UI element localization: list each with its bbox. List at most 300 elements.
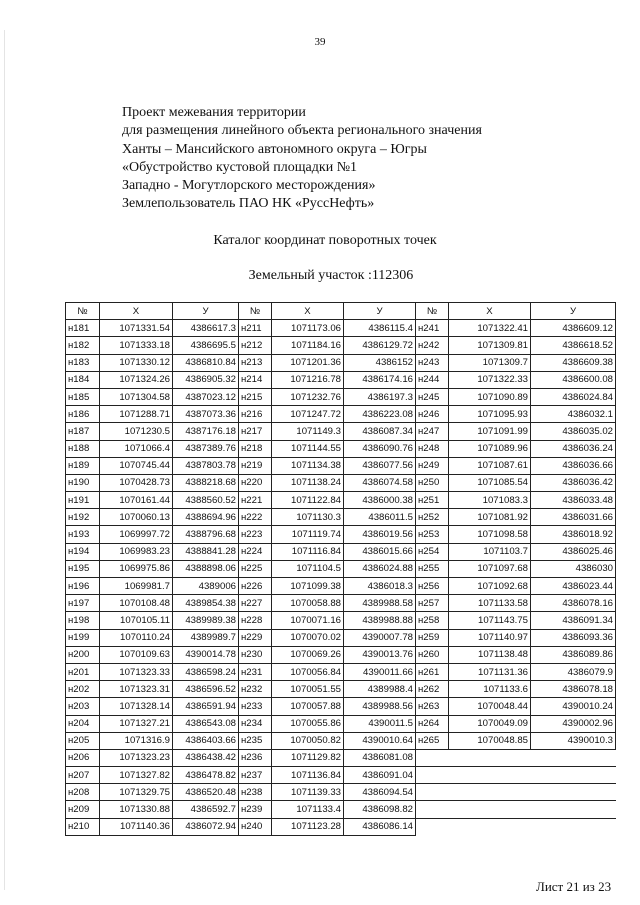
x-coordinate-cell: 1070048.44 (449, 698, 531, 715)
header-line: для размещения линейного объекта регионального значения (122, 123, 482, 139)
y-coordinate-cell: 4386079.9 (531, 663, 616, 680)
empty-cell (531, 818, 616, 835)
point-id-cell: н209 (66, 801, 100, 818)
point-id-cell: н241 (416, 320, 449, 337)
x-coordinate-cell: 1071091.99 (449, 423, 531, 440)
header-line: Проект межевания территории (122, 105, 306, 120)
x-coordinate-cell: 1070108.48 (100, 595, 173, 612)
point-id-cell: н181 (66, 320, 100, 337)
y-coordinate-cell: 4386438.42 (173, 749, 239, 766)
point-id-cell: н242 (416, 337, 449, 354)
table-row (66, 698, 616, 715)
y-coordinate-cell: 4389854.38 (173, 595, 239, 612)
empty-cell (416, 801, 449, 818)
point-id-cell: н265 (416, 732, 449, 749)
empty-cell (449, 801, 531, 818)
empty-cell (449, 818, 531, 835)
x-coordinate-cell: 1070428.73 (100, 474, 173, 491)
point-id-cell: н186 (66, 406, 100, 423)
x-coordinate-cell: 1071149.3 (272, 423, 344, 440)
y-coordinate-cell: 4388841.28 (173, 543, 239, 560)
point-id-cell: н252 (416, 509, 449, 526)
empty-cell (531, 749, 616, 766)
point-id-cell: н216 (239, 406, 272, 423)
x-coordinate-cell: 1070070.02 (272, 629, 344, 646)
table-row (66, 732, 616, 749)
point-id-cell: н197 (66, 595, 100, 612)
point-id-cell: н185 (66, 388, 100, 405)
point-id-cell: н247 (416, 423, 449, 440)
point-id-cell: н219 (239, 457, 272, 474)
y-coordinate-cell: 4389989.38 (173, 612, 239, 629)
x-coordinate-cell: 1071327.21 (100, 715, 173, 732)
x-coordinate-cell: 1071230.5 (100, 423, 173, 440)
y-coordinate-cell: 4386905.32 (173, 371, 239, 388)
point-id-cell: н192 (66, 509, 100, 526)
x-coordinate-cell: 1071090.89 (449, 388, 531, 405)
x-coordinate-cell: 1071330.12 (100, 354, 173, 371)
table-row (66, 543, 616, 560)
x-coordinate-cell: 1071085.54 (449, 474, 531, 491)
x-coordinate-cell: 1071322.41 (449, 320, 531, 337)
x-coordinate-cell: 1070161.44 (100, 492, 173, 509)
point-id-cell: н256 (416, 578, 449, 595)
point-id-cell: н227 (239, 595, 272, 612)
header-cell-number: № (239, 303, 272, 320)
x-coordinate-cell: 1070056.84 (272, 663, 344, 680)
point-id-cell: н203 (66, 698, 100, 715)
table-row (66, 474, 616, 491)
point-id-cell: н217 (239, 423, 272, 440)
y-coordinate-cell: 4386810.84 (173, 354, 239, 371)
x-coordinate-cell: 1071138.48 (449, 646, 531, 663)
point-id-cell: н246 (416, 406, 449, 423)
header-cell-y: У (531, 303, 616, 320)
table-row (66, 457, 616, 474)
point-id-cell: н250 (416, 474, 449, 491)
y-coordinate-cell: 4386403.66 (173, 732, 239, 749)
point-id-cell: н229 (239, 629, 272, 646)
y-coordinate-cell: 4386035.02 (531, 423, 616, 440)
point-id-cell: н261 (416, 663, 449, 680)
y-coordinate-cell: 4386090.76 (344, 440, 416, 457)
y-coordinate-cell: 4390010.3 (531, 732, 616, 749)
point-id-cell: н195 (66, 560, 100, 577)
y-coordinate-cell: 4386036.42 (531, 474, 616, 491)
point-id-cell: н212 (239, 337, 272, 354)
x-coordinate-cell: 1071330.88 (100, 801, 173, 818)
y-coordinate-cell: 4388560.52 (173, 492, 239, 509)
point-id-cell: н253 (416, 526, 449, 543)
y-coordinate-cell: 4386520.48 (173, 784, 239, 801)
empty-cell (416, 784, 449, 801)
x-coordinate-cell: 1071333.18 (100, 337, 173, 354)
table-row (66, 354, 616, 371)
y-coordinate-cell: 4388218.68 (173, 474, 239, 491)
y-coordinate-cell: 4389988.58 (344, 595, 416, 612)
y-coordinate-cell: 4389006 (173, 578, 239, 595)
point-id-cell: н244 (416, 371, 449, 388)
point-id-cell: н187 (66, 423, 100, 440)
point-id-cell: н226 (239, 578, 272, 595)
x-coordinate-cell: 1070109.63 (100, 646, 173, 663)
point-id-cell: н198 (66, 612, 100, 629)
y-coordinate-cell: 4390014.78 (173, 646, 239, 663)
point-id-cell: н184 (66, 371, 100, 388)
y-coordinate-cell: 4386543.08 (173, 715, 239, 732)
x-coordinate-cell: 1069997.72 (100, 526, 173, 543)
x-coordinate-cell: 1071309.7 (449, 354, 531, 371)
y-coordinate-cell: 4386018.3 (344, 578, 416, 595)
empty-cell (416, 749, 449, 766)
x-coordinate-cell: 1071081.92 (449, 509, 531, 526)
x-coordinate-cell: 1071232.76 (272, 388, 344, 405)
x-coordinate-cell: 1070071.16 (272, 612, 344, 629)
y-coordinate-cell: 4386695.5 (173, 337, 239, 354)
point-id-cell: н257 (416, 595, 449, 612)
y-coordinate-cell: 4386018.92 (531, 526, 616, 543)
y-coordinate-cell: 4386598.24 (173, 663, 239, 680)
x-coordinate-cell: 1070105.11 (100, 612, 173, 629)
y-coordinate-cell: 4386197.3 (344, 388, 416, 405)
x-coordinate-cell: 1071133.58 (449, 595, 531, 612)
y-coordinate-cell: 4390011.66 (344, 663, 416, 680)
x-coordinate-cell: 1071328.14 (100, 698, 173, 715)
y-coordinate-cell: 4386115.4 (344, 320, 416, 337)
y-coordinate-cell: 4386592.7 (173, 801, 239, 818)
x-coordinate-cell: 1071104.5 (272, 560, 344, 577)
x-coordinate-cell: 1071066.4 (100, 440, 173, 457)
header-line: Западно - Могутлорского месторождения» (122, 178, 376, 194)
header-cell-x: X (449, 303, 531, 320)
y-coordinate-cell: 4386081.08 (344, 749, 416, 766)
x-coordinate-cell: 1071099.38 (272, 578, 344, 595)
point-id-cell: н193 (66, 526, 100, 543)
page-number: 39 (314, 36, 326, 48)
x-coordinate-cell: 1071329.75 (100, 784, 173, 801)
point-id-cell: н223 (239, 526, 272, 543)
x-coordinate-cell: 1071288.71 (100, 406, 173, 423)
table-row (66, 440, 616, 457)
y-coordinate-cell: 4386617.3 (173, 320, 239, 337)
y-coordinate-cell: 4388694.96 (173, 509, 239, 526)
y-coordinate-cell: 4387073.36 (173, 406, 239, 423)
x-coordinate-cell: 1071184.16 (272, 337, 344, 354)
table-row (66, 767, 616, 784)
point-id-cell: н232 (239, 681, 272, 698)
y-coordinate-cell: 4390007.78 (344, 629, 416, 646)
x-coordinate-cell: 1071133.4 (272, 801, 344, 818)
y-coordinate-cell: 4386011.5 (344, 509, 416, 526)
point-id-cell: н224 (239, 543, 272, 560)
point-id-cell: н211 (239, 320, 272, 337)
point-id-cell: н206 (66, 749, 100, 766)
point-id-cell: н238 (239, 784, 272, 801)
point-id-cell: н228 (239, 612, 272, 629)
y-coordinate-cell: 4386596.52 (173, 681, 239, 698)
point-id-cell: н263 (416, 698, 449, 715)
x-coordinate-cell: 1071331.54 (100, 320, 173, 337)
point-id-cell: н249 (416, 457, 449, 474)
x-coordinate-cell: 1071119.74 (272, 526, 344, 543)
y-coordinate-cell: 4386032.1 (531, 406, 616, 423)
empty-cell (416, 818, 449, 835)
y-coordinate-cell: 4386078.18 (531, 681, 616, 698)
x-coordinate-cell: 1071131.36 (449, 663, 531, 680)
x-coordinate-cell: 1071129.82 (272, 749, 344, 766)
point-id-cell: н220 (239, 474, 272, 491)
point-id-cell: н210 (66, 818, 100, 835)
y-coordinate-cell: 4388796.68 (173, 526, 239, 543)
table-row (66, 784, 616, 801)
x-coordinate-cell: 1071083.3 (449, 492, 531, 509)
x-coordinate-cell: 1070110.24 (100, 629, 173, 646)
point-id-cell: н255 (416, 560, 449, 577)
y-coordinate-cell: 4386609.38 (531, 354, 616, 371)
empty-cell (531, 767, 616, 784)
x-coordinate-cell: 1071173.06 (272, 320, 344, 337)
table-row (66, 388, 616, 405)
y-coordinate-cell: 4386091.34 (531, 612, 616, 629)
y-coordinate-cell: 4390013.76 (344, 646, 416, 663)
table-header-row (66, 303, 616, 320)
x-coordinate-cell: 1071122.84 (272, 492, 344, 509)
y-coordinate-cell: 4386000.38 (344, 492, 416, 509)
sheet-label: Лист 21 из 23 (536, 879, 612, 894)
x-coordinate-cell: 1071201.36 (272, 354, 344, 371)
table-row (66, 595, 616, 612)
y-coordinate-cell: 4386478.82 (173, 767, 239, 784)
point-id-cell: н221 (239, 492, 272, 509)
x-coordinate-cell: 1071140.36 (100, 818, 173, 835)
point-id-cell: н259 (416, 629, 449, 646)
y-coordinate-cell: 4388898.06 (173, 560, 239, 577)
x-coordinate-cell: 1071322.33 (449, 371, 531, 388)
x-coordinate-cell: 1071323.31 (100, 681, 173, 698)
point-id-cell: н202 (66, 681, 100, 698)
x-coordinate-cell: 1070048.85 (449, 732, 531, 749)
point-id-cell: н236 (239, 749, 272, 766)
y-coordinate-cell: 4386036.24 (531, 440, 616, 457)
table-row (66, 646, 616, 663)
x-coordinate-cell: 1071087.61 (449, 457, 531, 474)
scan-edge-line (4, 30, 5, 890)
point-id-cell: н196 (66, 578, 100, 595)
x-coordinate-cell: 1070051.55 (272, 681, 344, 698)
x-coordinate-cell: 1070069.26 (272, 646, 344, 663)
x-coordinate-cell: 1071103.7 (449, 543, 531, 560)
catalog-title: Каталог координат поворотных точек (213, 233, 437, 248)
header-cell-x: X (272, 303, 344, 320)
header-cell-x: X (100, 303, 173, 320)
y-coordinate-cell: 4386072.94 (173, 818, 239, 835)
point-id-cell: н222 (239, 509, 272, 526)
x-coordinate-cell: 1070049.09 (449, 715, 531, 732)
empty-cell (416, 767, 449, 784)
point-id-cell: н237 (239, 767, 272, 784)
y-coordinate-cell: 4386098.82 (344, 801, 416, 818)
y-coordinate-cell: 4387389.76 (173, 440, 239, 457)
x-coordinate-cell: 1071323.23 (100, 749, 173, 766)
table-row (66, 663, 616, 680)
x-coordinate-cell: 1071097.68 (449, 560, 531, 577)
y-coordinate-cell: 4390010.64 (344, 732, 416, 749)
x-coordinate-cell: 1070057.88 (272, 698, 344, 715)
table-row (66, 423, 616, 440)
point-id-cell: н208 (66, 784, 100, 801)
y-coordinate-cell: 4386031.66 (531, 509, 616, 526)
empty-cell (531, 801, 616, 818)
empty-cell (449, 784, 531, 801)
x-coordinate-cell: 1070055.86 (272, 715, 344, 732)
y-coordinate-cell: 4386036.66 (531, 457, 616, 474)
y-coordinate-cell: 4386129.72 (344, 337, 416, 354)
header-cell-number: № (66, 303, 100, 320)
y-coordinate-cell: 4386152 (344, 354, 416, 371)
y-coordinate-cell: 4390011.5 (344, 715, 416, 732)
x-coordinate-cell: 1071247.72 (272, 406, 344, 423)
y-coordinate-cell: 4389988.56 (344, 698, 416, 715)
y-coordinate-cell: 4386093.36 (531, 629, 616, 646)
y-coordinate-cell: 4387023.12 (173, 388, 239, 405)
x-coordinate-cell: 1071136.84 (272, 767, 344, 784)
point-id-cell: н191 (66, 492, 100, 509)
x-coordinate-cell: 1069983.23 (100, 543, 173, 560)
x-coordinate-cell: 1071138.24 (272, 474, 344, 491)
table-row (66, 320, 616, 337)
table-row (66, 560, 616, 577)
y-coordinate-cell: 4386086.14 (344, 818, 416, 835)
y-coordinate-cell: 4389988.88 (344, 612, 416, 629)
x-coordinate-cell: 1071134.38 (272, 457, 344, 474)
y-coordinate-cell: 4386077.56 (344, 457, 416, 474)
point-id-cell: н264 (416, 715, 449, 732)
point-id-cell: н248 (416, 440, 449, 457)
point-id-cell: н245 (416, 388, 449, 405)
y-coordinate-cell: 4387176.18 (173, 423, 239, 440)
x-coordinate-cell: 1070058.88 (272, 595, 344, 612)
y-coordinate-cell: 4386600.08 (531, 371, 616, 388)
x-coordinate-cell: 1071144.55 (272, 440, 344, 457)
parcel-label: Земельный участок :112306 (248, 268, 414, 283)
empty-cell (449, 749, 531, 766)
table-row (66, 749, 616, 766)
point-id-cell: н262 (416, 681, 449, 698)
table-row (66, 715, 616, 732)
table-row (66, 509, 616, 526)
y-coordinate-cell: 4386078.16 (531, 595, 616, 612)
point-id-cell: н239 (239, 801, 272, 818)
table-row (66, 681, 616, 698)
point-id-cell: н183 (66, 354, 100, 371)
point-id-cell: н194 (66, 543, 100, 560)
x-coordinate-cell: 1069981.7 (100, 578, 173, 595)
table-row (66, 578, 616, 595)
x-coordinate-cell: 1071140.97 (449, 629, 531, 646)
point-id-cell: н231 (239, 663, 272, 680)
header-cell-number: № (416, 303, 449, 320)
document-header (122, 104, 482, 214)
y-coordinate-cell: 4386223.08 (344, 406, 416, 423)
point-id-cell: н182 (66, 337, 100, 354)
point-id-cell: н214 (239, 371, 272, 388)
x-coordinate-cell: 1071143.75 (449, 612, 531, 629)
empty-cell (449, 767, 531, 784)
x-coordinate-cell: 1071139.33 (272, 784, 344, 801)
table-row (66, 818, 616, 835)
point-id-cell: н235 (239, 732, 272, 749)
point-id-cell: н233 (239, 698, 272, 715)
point-id-cell: н215 (239, 388, 272, 405)
y-coordinate-cell: 4386024.88 (344, 560, 416, 577)
y-coordinate-cell: 4390010.24 (531, 698, 616, 715)
table-row (66, 526, 616, 543)
x-coordinate-cell: 1069975.86 (100, 560, 173, 577)
x-coordinate-cell: 1071098.58 (449, 526, 531, 543)
x-coordinate-cell: 1071089.96 (449, 440, 531, 457)
point-id-cell: н189 (66, 457, 100, 474)
point-id-cell: н230 (239, 646, 272, 663)
point-id-cell: н260 (416, 646, 449, 663)
y-coordinate-cell: 4389988.4 (344, 681, 416, 698)
point-id-cell: н204 (66, 715, 100, 732)
table-row (66, 612, 616, 629)
y-coordinate-cell: 4386030 (531, 560, 616, 577)
x-coordinate-cell: 1071324.26 (100, 371, 173, 388)
y-coordinate-cell: 4386089.86 (531, 646, 616, 663)
point-id-cell: н243 (416, 354, 449, 371)
y-coordinate-cell: 4386033.48 (531, 492, 616, 509)
y-coordinate-cell: 4386174.16 (344, 371, 416, 388)
point-id-cell: н207 (66, 767, 100, 784)
point-id-cell: н199 (66, 629, 100, 646)
header-line: Ханты – Мансийского автономного округа – Югры (122, 141, 427, 157)
point-id-cell: н188 (66, 440, 100, 457)
table-row (66, 801, 616, 818)
point-id-cell: н251 (416, 492, 449, 509)
x-coordinate-cell: 1070050.82 (272, 732, 344, 749)
point-id-cell: н218 (239, 440, 272, 457)
y-coordinate-cell: 4386087.34 (344, 423, 416, 440)
x-coordinate-cell: 1071130.3 (272, 509, 344, 526)
point-id-cell: н205 (66, 732, 100, 749)
header-line: «Обустройство кустовой площадки №1 (122, 159, 358, 175)
x-coordinate-cell: 1070745.44 (100, 457, 173, 474)
table-row (66, 629, 616, 646)
x-coordinate-cell: 1071116.84 (272, 543, 344, 560)
header-cell-y: У (173, 303, 239, 320)
y-coordinate-cell: 4386015.66 (344, 543, 416, 560)
x-coordinate-cell: 1070060.13 (100, 509, 173, 526)
y-coordinate-cell: 4386074.58 (344, 474, 416, 491)
x-coordinate-cell: 1071316.9 (100, 732, 173, 749)
table-row (66, 337, 616, 354)
x-coordinate-cell: 1071216.78 (272, 371, 344, 388)
point-id-cell: н201 (66, 663, 100, 680)
table-row (66, 371, 616, 388)
x-coordinate-cell: 1071133.6 (449, 681, 531, 698)
point-id-cell: н234 (239, 715, 272, 732)
point-id-cell: н254 (416, 543, 449, 560)
x-coordinate-cell: 1071309.81 (449, 337, 531, 354)
y-coordinate-cell: 4387803.78 (173, 457, 239, 474)
y-coordinate-cell: 4386618.52 (531, 337, 616, 354)
coordinates-table (65, 302, 616, 836)
table-row (66, 492, 616, 509)
x-coordinate-cell: 1071092.68 (449, 578, 531, 595)
x-coordinate-cell: 1071095.93 (449, 406, 531, 423)
y-coordinate-cell: 4386024.84 (531, 388, 616, 405)
